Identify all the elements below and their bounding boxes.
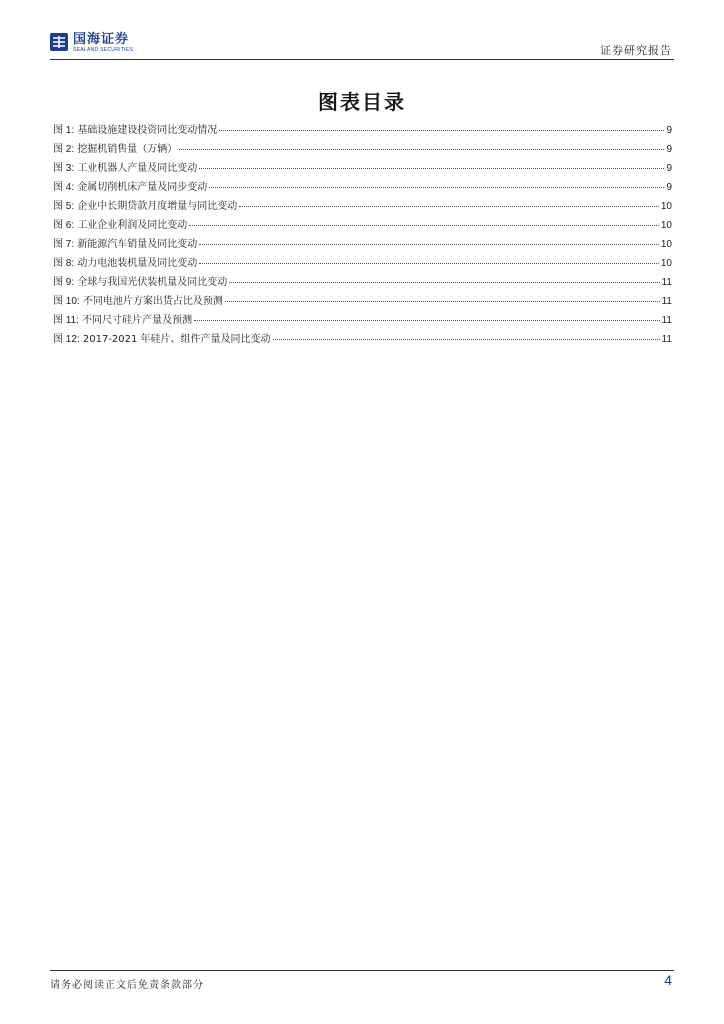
- toc-leader-dots: [273, 339, 660, 340]
- toc-entry-title: 动力电池装机量及同比变动: [77, 258, 198, 269]
- brand-name-cn: 国海证券: [73, 32, 130, 47]
- toc-entry-title: 金属切削机床产量及同步变动: [77, 182, 208, 193]
- toc-leader-dots: [179, 149, 664, 150]
- footer-divider: [50, 970, 674, 971]
- toc-entry-title: 基础设施建设投资同比变动情况: [77, 125, 218, 136]
- toc-entry[interactable]: [53, 273, 672, 292]
- page-title: 图表目录: [318, 90, 406, 114]
- toc-entry-page: 10: [660, 239, 672, 250]
- sealand-logo: [50, 33, 133, 54]
- toc-entry-title: 工业企业利润及同比变动: [77, 220, 188, 231]
- toc-entry[interactable]: [53, 235, 672, 254]
- toc-entry-title: 不同尺寸硅片产量及预测: [82, 315, 193, 326]
- toc-entry-title: 新能源汽车销量及同比变动: [77, 239, 198, 250]
- footer-disclaimer: 请务必阅读正文后免责条款部分: [50, 980, 204, 991]
- toc-entry-title: 2017-2021 年硅片、组件产量及同比变动: [82, 334, 271, 345]
- toc-entry-label: 图 10:: [53, 296, 80, 307]
- toc-entry-page: 11: [661, 334, 672, 345]
- page-number: 4: [664, 972, 672, 988]
- toc-entry-page: 10: [660, 220, 672, 231]
- toc-entry[interactable]: [53, 159, 672, 178]
- toc-leader-dots: [219, 130, 664, 131]
- report-type-label: 证券研究报告: [600, 44, 672, 57]
- toc-entry[interactable]: [53, 254, 672, 273]
- toc-entry-label: 图 5:: [53, 201, 75, 212]
- toc-entry[interactable]: [53, 178, 672, 197]
- toc-entry-label: 图 7:: [53, 239, 75, 250]
- toc-entry-title: 工业机器人产量及同比变动: [77, 163, 198, 174]
- toc-entry-label: 图 2:: [53, 144, 75, 155]
- toc-leader-dots: [199, 263, 659, 264]
- toc-entry-title: 企业中长期贷款月度增量与同比变动: [77, 201, 238, 212]
- brand-name-en: SEALAND SECURITIES: [73, 47, 134, 53]
- toc-leader-dots: [239, 206, 659, 207]
- toc-entry-label: 图 9:: [53, 277, 75, 288]
- sealand-logo-icon: [50, 33, 68, 51]
- toc-entry-label: 图 3:: [53, 163, 75, 174]
- toc-entry-page: 9: [666, 182, 672, 193]
- toc-entry-title: 全球与我国光伏装机量及同比变动: [77, 277, 228, 288]
- toc-entry-page: 11: [661, 315, 672, 326]
- toc-entry-label: 图 12:: [53, 334, 80, 345]
- page-header: [50, 30, 674, 60]
- toc-entry[interactable]: [53, 121, 672, 140]
- toc-entry-page: 9: [666, 144, 672, 155]
- toc-entry[interactable]: [53, 140, 672, 159]
- toc-entry-title: 不同电池片方案出货占比及预测: [82, 296, 223, 307]
- toc-entry-label: 图 8:: [53, 258, 75, 269]
- toc-leader-dots: [209, 187, 664, 188]
- toc-leader-dots: [189, 225, 659, 226]
- toc-entry-page: 11: [661, 296, 672, 307]
- toc-entry-page: 9: [666, 163, 672, 174]
- toc-entry-page: 9: [666, 125, 672, 136]
- figure-toc-list: [53, 121, 672, 349]
- toc-leader-dots: [199, 244, 659, 245]
- toc-entry-page: 10: [660, 201, 672, 212]
- toc-entry-page: 11: [661, 277, 672, 288]
- toc-entry[interactable]: [53, 216, 672, 235]
- toc-entry-label: 图 6:: [53, 220, 75, 231]
- toc-entry[interactable]: [53, 197, 672, 216]
- header-divider: [50, 59, 674, 60]
- toc-leader-dots: [229, 282, 659, 283]
- toc-entry[interactable]: [53, 330, 672, 349]
- toc-entry[interactable]: [53, 292, 672, 311]
- toc-entry-title: 挖掘机销售量（万辆）: [77, 144, 178, 155]
- toc-entry[interactable]: [53, 311, 672, 330]
- toc-leader-dots: [194, 320, 659, 321]
- toc-entry-label: 图 4:: [53, 182, 75, 193]
- toc-entry-page: 10: [660, 258, 672, 269]
- toc-entry-label: 图 11:: [53, 315, 79, 326]
- toc-leader-dots: [225, 301, 660, 302]
- toc-entry-label: 图 1:: [53, 125, 75, 136]
- toc-leader-dots: [199, 168, 664, 169]
